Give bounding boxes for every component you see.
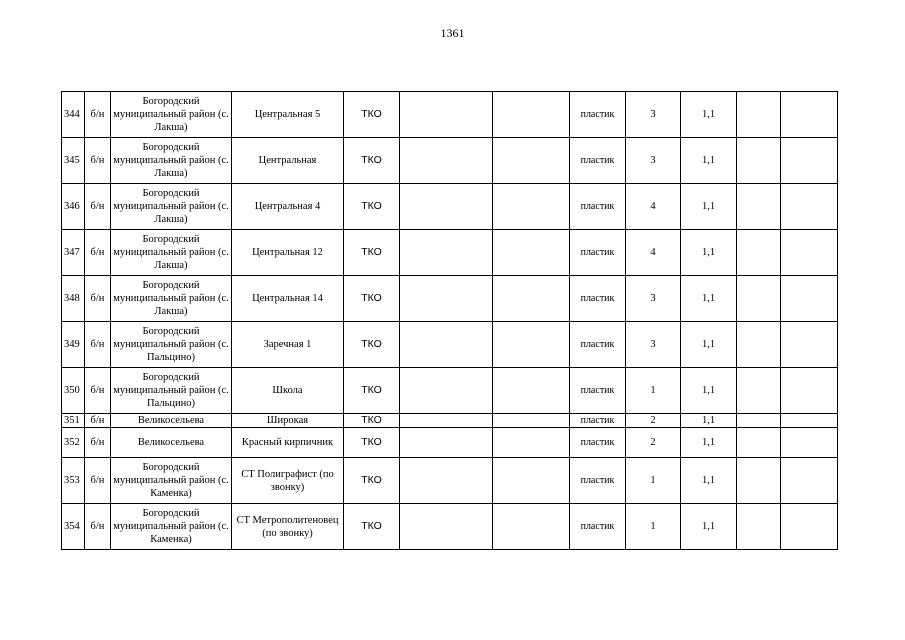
cell-col11 [737, 504, 781, 550]
cell-material: пластик [570, 458, 626, 504]
cell-col12 [781, 138, 838, 184]
cell-sn: б/н [85, 92, 111, 138]
cell-col6 [400, 276, 493, 322]
page-number: 1361 [440, 26, 465, 40]
cell-sn: б/н [85, 276, 111, 322]
cell-waste-type: ТКО [344, 368, 400, 414]
cell-material: пластик [570, 92, 626, 138]
cell-volume: 1,1 [681, 504, 737, 550]
cell-waste-type: ТКО [344, 276, 400, 322]
cell-col7 [493, 368, 570, 414]
table-row [62, 184, 838, 230]
cell-col7 [493, 184, 570, 230]
cell-col7 [493, 414, 570, 428]
cell-col11 [737, 322, 781, 368]
cell-count: 3 [626, 138, 681, 184]
cell-municipality: Богородский муниципальный район (с. Лакша) [111, 230, 232, 276]
cell-col12 [781, 322, 838, 368]
cell-sn: б/н [85, 458, 111, 504]
cell-volume: 1,1 [681, 276, 737, 322]
cell-col6 [400, 504, 493, 550]
cell-waste-type: ТКО [344, 414, 400, 428]
cell-address: Широкая [232, 414, 344, 428]
table-row [62, 322, 838, 368]
cell-address: СТ Метрополитеновец (по звонку) [232, 504, 344, 550]
cell-material: пластик [570, 414, 626, 428]
cell-col11 [737, 138, 781, 184]
cell-waste-type: ТКО [344, 184, 400, 230]
cell-number: 352 [62, 428, 85, 458]
table-row [62, 230, 838, 276]
cell-municipality: Богородский муниципальный район (с. Лакша) [111, 138, 232, 184]
cell-col11 [737, 184, 781, 230]
cell-sn: б/н [85, 230, 111, 276]
container-sites-table [61, 91, 838, 550]
cell-material: пластик [570, 230, 626, 276]
cell-waste-type: ТКО [344, 504, 400, 550]
cell-col6 [400, 92, 493, 138]
cell-number: 349 [62, 322, 85, 368]
cell-municipality: Богородский муниципальный район (с. Пальцино) [111, 322, 232, 368]
cell-col7 [493, 458, 570, 504]
cell-col6 [400, 138, 493, 184]
table-row [62, 368, 838, 414]
cell-volume: 1,1 [681, 458, 737, 504]
table-row [62, 458, 838, 504]
cell-sn: б/н [85, 414, 111, 428]
cell-material: пластик [570, 322, 626, 368]
cell-address: Центральная 5 [232, 92, 344, 138]
cell-sn: б/н [85, 138, 111, 184]
cell-number: 351 [62, 414, 85, 428]
cell-col6 [400, 428, 493, 458]
table-row [62, 428, 838, 458]
cell-number: 347 [62, 230, 85, 276]
cell-address: Красный кирпичник [232, 428, 344, 458]
cell-waste-type: ТКО [344, 322, 400, 368]
cell-count: 3 [626, 322, 681, 368]
table-body [62, 92, 838, 550]
cell-col6 [400, 184, 493, 230]
cell-col7 [493, 276, 570, 322]
cell-col11 [737, 458, 781, 504]
cell-material: пластик [570, 276, 626, 322]
cell-waste-type: ТКО [344, 230, 400, 276]
cell-count: 1 [626, 368, 681, 414]
cell-material: пластик [570, 138, 626, 184]
cell-col7 [493, 322, 570, 368]
cell-count: 1 [626, 458, 681, 504]
cell-address: Заречная 1 [232, 322, 344, 368]
cell-volume: 1,1 [681, 414, 737, 428]
cell-number: 353 [62, 458, 85, 504]
cell-address: Центральная [232, 138, 344, 184]
cell-count: 3 [626, 92, 681, 138]
cell-col12 [781, 428, 838, 458]
cell-col11 [737, 92, 781, 138]
cell-col6 [400, 458, 493, 504]
cell-sn: б/н [85, 368, 111, 414]
cell-address: Школа [232, 368, 344, 414]
cell-col12 [781, 504, 838, 550]
cell-waste-type: ТКО [344, 138, 400, 184]
cell-volume: 1,1 [681, 184, 737, 230]
cell-col6 [400, 230, 493, 276]
cell-municipality: Богородский муниципальный район (с. Лакша) [111, 92, 232, 138]
table-row [62, 138, 838, 184]
cell-col12 [781, 458, 838, 504]
cell-number: 350 [62, 368, 85, 414]
table-row [62, 504, 838, 550]
cell-material: пластик [570, 428, 626, 458]
cell-volume: 1,1 [681, 230, 737, 276]
cell-number: 354 [62, 504, 85, 550]
cell-waste-type: ТКО [344, 92, 400, 138]
cell-col6 [400, 322, 493, 368]
cell-address: Центральная 4 [232, 184, 344, 230]
cell-col7 [493, 230, 570, 276]
cell-count: 4 [626, 184, 681, 230]
cell-count: 4 [626, 230, 681, 276]
cell-col11 [737, 414, 781, 428]
cell-address: СТ Полиграфист (по звонку) [232, 458, 344, 504]
cell-col11 [737, 428, 781, 458]
cell-material: пластик [570, 368, 626, 414]
cell-col12 [781, 276, 838, 322]
cell-col12 [781, 414, 838, 428]
cell-col7 [493, 504, 570, 550]
cell-volume: 1,1 [681, 322, 737, 368]
cell-number: 348 [62, 276, 85, 322]
cell-address: Центральная 14 [232, 276, 344, 322]
cell-count: 3 [626, 276, 681, 322]
cell-col7 [493, 138, 570, 184]
cell-col6 [400, 414, 493, 428]
cell-count: 2 [626, 428, 681, 458]
cell-col11 [737, 230, 781, 276]
cell-col7 [493, 92, 570, 138]
cell-municipality: Богородский муниципальный район (с. Лакша) [111, 276, 232, 322]
cell-number: 346 [62, 184, 85, 230]
cell-material: пластик [570, 184, 626, 230]
cell-number: 344 [62, 92, 85, 138]
cell-municipality: Богородский муниципальный район (с. Лакша) [111, 184, 232, 230]
cell-col6 [400, 368, 493, 414]
cell-municipality: Великосельева [111, 428, 232, 458]
table-row [62, 92, 838, 138]
cell-sn: б/н [85, 504, 111, 550]
cell-waste-type: ТКО [344, 458, 400, 504]
cell-volume: 1,1 [681, 428, 737, 458]
cell-address: Центральная 12 [232, 230, 344, 276]
cell-municipality: Богородский муниципальный район (с. Пальцино) [111, 368, 232, 414]
cell-material: пластик [570, 504, 626, 550]
cell-sn: б/н [85, 428, 111, 458]
cell-col12 [781, 92, 838, 138]
cell-municipality: Великосельева [111, 414, 232, 428]
cell-volume: 1,1 [681, 92, 737, 138]
cell-municipality: Богородский муниципальный район (с. Каменка) [111, 458, 232, 504]
cell-volume: 1,1 [681, 138, 737, 184]
cell-col11 [737, 276, 781, 322]
cell-sn: б/н [85, 184, 111, 230]
cell-count: 2 [626, 414, 681, 428]
cell-col11 [737, 368, 781, 414]
table-row [62, 414, 838, 428]
cell-municipality: Богородский муниципальный район (с. Каменка) [111, 504, 232, 550]
cell-sn: б/н [85, 322, 111, 368]
cell-col12 [781, 230, 838, 276]
cell-waste-type: ТКО [344, 428, 400, 458]
cell-col7 [493, 428, 570, 458]
cell-count: 1 [626, 504, 681, 550]
cell-col12 [781, 184, 838, 230]
cell-number: 345 [62, 138, 85, 184]
cell-volume: 1,1 [681, 368, 737, 414]
cell-col12 [781, 368, 838, 414]
table-row [62, 276, 838, 322]
